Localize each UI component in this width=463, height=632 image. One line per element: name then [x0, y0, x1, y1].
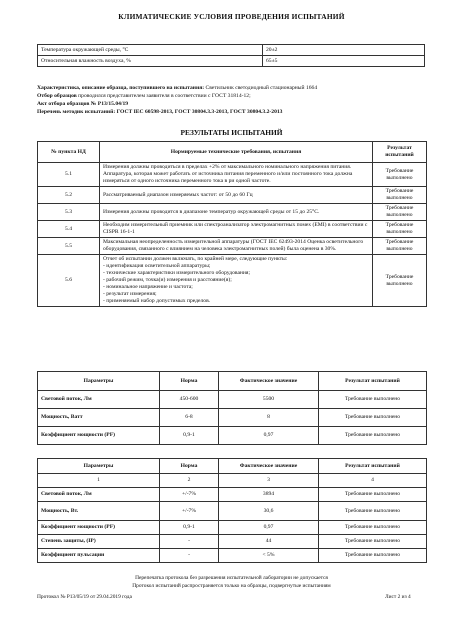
param-result: Требование выполнено — [319, 535, 427, 549]
column-number: 1 — [38, 474, 160, 488]
param-norm: - — [160, 535, 219, 549]
footer-note-2: Протокол испытаний распространяется только на образцы, подвергнутые испытаниям — [132, 583, 331, 589]
param-name: Мощность, Ватт — [38, 409, 160, 427]
requirement-result: Требование выполнено — [373, 255, 427, 307]
requirement-text: Необходим измерительный приемник или спектроанализатор электромагнитных помех (EMI) в соответствии с CISPR 16-1-1 — [100, 221, 373, 238]
methods-list — [37, 109, 282, 116]
clause-number: 5.1 — [38, 163, 100, 187]
table-header-row — [38, 142, 427, 163]
col-header: Фактическое значение — [219, 459, 319, 474]
clause-number: 5.5 — [38, 238, 100, 255]
table-row — [38, 187, 427, 204]
col-header: Норма — [160, 459, 219, 474]
condition-label: Температура окружающей среды, °С — [38, 45, 263, 56]
table-header-row — [38, 372, 427, 391]
requirement-text: Отчет об испытании должен включать, по крайней мере, следующие пункты: - идентификация осветительной аппаратуры; - технические характеристики измерительного оборудования; - рабочий режим, точка(и) измерения и расстояние(я); - номинальное напряжение и частота; - результат измерения; - применяемый набор допустимых пределов. — [100, 255, 373, 307]
col-header: Параметры — [38, 372, 160, 391]
table-row — [38, 488, 427, 502]
clause-number: 5.6 — [38, 255, 100, 307]
requirement-text: Максимальная неопределенность измерительной аппаратуры (ГОСТ IEC 62493-2014 Оценка осветительного оборудования, связанного с влиянием на человека электромагнитных полей) была оценена в 30%. — [100, 238, 373, 255]
column-number: 3 — [219, 474, 319, 488]
sampling-act — [37, 101, 128, 108]
info-label: Характеристика, описание образца, поступившего на испытания: — [37, 85, 205, 91]
param-name: Коэффициент мощности (PF) — [38, 521, 160, 535]
requirements-table — [37, 141, 427, 307]
table-row — [38, 255, 427, 307]
table-row — [38, 221, 427, 238]
param-norm: 450-600 — [160, 391, 219, 409]
param-name: Мощность, Вт. — [38, 502, 160, 521]
clause-number: 5.3 — [38, 204, 100, 221]
param-norm: 0,9-1 — [160, 427, 219, 445]
table-row — [38, 45, 425, 56]
column-number: 4 — [319, 474, 427, 488]
param-result: Требование выполнено — [319, 549, 427, 563]
param-actual: 3894 — [219, 488, 319, 502]
col-header: Параметры — [38, 459, 160, 474]
info-label: Акт отбора образцов № Р13/15.04/19 — [37, 101, 129, 107]
info-text: проводился представителем заявителя в соответствии с ГОСТ 31814-12; — [76, 93, 251, 99]
table-row — [38, 56, 425, 67]
param-actual: 8 — [219, 409, 319, 427]
param-result: Требование выполнено — [319, 409, 427, 427]
column-number-row — [38, 474, 427, 488]
requirement-result: Требование выполнено — [373, 204, 427, 221]
requirement-result: Требование выполнено — [373, 238, 427, 255]
condition-value: 20±2 — [263, 45, 425, 56]
param-norm: - — [160, 549, 219, 563]
param-actual: 0,97 — [219, 521, 319, 535]
param-result: Требование выполнено — [319, 488, 427, 502]
table-row — [38, 204, 427, 221]
table-header-row — [38, 459, 427, 474]
param-result: Требование выполнено — [319, 391, 427, 409]
info-label: Отбор образцов — [37, 93, 77, 99]
param-name: Световой поток, Лм — [38, 488, 160, 502]
sampling-line — [37, 93, 251, 100]
param-result: Требование выполнено — [319, 521, 427, 535]
table-row — [38, 427, 427, 445]
results-title: РЕЗУЛЬТАТЫ ИСПЫТАНИЙ — [180, 128, 283, 137]
footer-note-1: Перепечатка протокола без разрешения испытательной лаборатории не допускается — [135, 575, 328, 581]
col-header: Результат испытаний — [319, 459, 427, 474]
param-actual: 0,97 — [219, 427, 319, 445]
col-header: Результат испытаний — [373, 142, 427, 163]
table-row — [38, 502, 427, 521]
param-result: Требование выполнено — [319, 502, 427, 521]
requirement-result: Требование выполнено — [373, 163, 427, 187]
table-row — [38, 535, 427, 549]
climate-title: КЛИМАТИЧЕСКИЕ УСЛОВИЯ ПРОВЕДЕНИЯ ИСПЫТАНИЙ — [118, 12, 345, 21]
sheet-number: Лист 2 из 4 — [385, 594, 411, 600]
table-row — [38, 391, 427, 409]
param-name: Коэффициент пульсации — [38, 549, 160, 563]
table-row — [38, 549, 427, 563]
col-header: № пункта НД — [38, 142, 100, 163]
param-actual: 5500 — [219, 391, 319, 409]
info-label: Перечень методик испытаний: ГОСТ IEC 60598-2013, ГОСТ 30804.3.3-2013, ГОСТ 30804.3.2-2013 — [37, 109, 283, 115]
clause-number: 5.4 — [38, 221, 100, 238]
param-actual: < 5% — [219, 549, 319, 563]
table-row — [38, 409, 427, 427]
conditions-table — [37, 44, 425, 67]
table-row — [38, 163, 427, 187]
clause-number: 5.2 — [38, 187, 100, 204]
condition-label: Относительная влажность воздуха, % — [38, 56, 263, 67]
param-norm: 0,9-1 — [160, 521, 219, 535]
condition-value: 65±5 — [263, 56, 425, 67]
param-name: Коэффициент мощности (PF) — [38, 427, 160, 445]
requirement-result: Требование выполнено — [373, 221, 427, 238]
info-text: Светильник светодиодный стационарный 1664 — [204, 85, 318, 91]
parameters-table-1 — [37, 371, 427, 445]
sample-description — [37, 85, 317, 92]
param-norm: +/-7% — [160, 488, 219, 502]
column-number: 2 — [160, 474, 219, 488]
param-actual: 30,6 — [219, 502, 319, 521]
requirement-text: Измерения должны проводится в диапазоне температур окружающей среды от 15 до 25°С. — [100, 204, 373, 221]
parameters-table-2 — [37, 458, 427, 563]
param-norm: +/-7% — [160, 502, 219, 521]
param-actual: 44 — [219, 535, 319, 549]
requirement-text: Измерения должны проводиться в пределах +2% от максимального номинального напряжения питания. Аппаратура, которая может работать от источника питания переменного и/или постоянного тока должна измеряться от одного источника переменного тока в ри одной частоте. — [100, 163, 373, 187]
col-header: Норма — [160, 372, 219, 391]
requirement-result: Требование выполнено — [373, 187, 427, 204]
param-result: Требование выполнено — [319, 427, 427, 445]
col-header: Нормируемые технические требования, испытания — [100, 142, 373, 163]
protocol-number: Протокол № Р13/05/19 от 29.04.2019 года — [37, 594, 132, 600]
table-row — [38, 238, 427, 255]
table-row — [38, 521, 427, 535]
col-header: Фактическое значение — [219, 372, 319, 391]
col-header: Результат испытаний — [319, 372, 427, 391]
param-name: Световой поток, Лм — [38, 391, 160, 409]
param-norm: 6-8 — [160, 409, 219, 427]
requirement-text: Рассматриваемый диапазон измеряемых частот: от 50 до 60 Гц — [100, 187, 373, 204]
param-name: Степень защиты, (IP) — [38, 535, 160, 549]
